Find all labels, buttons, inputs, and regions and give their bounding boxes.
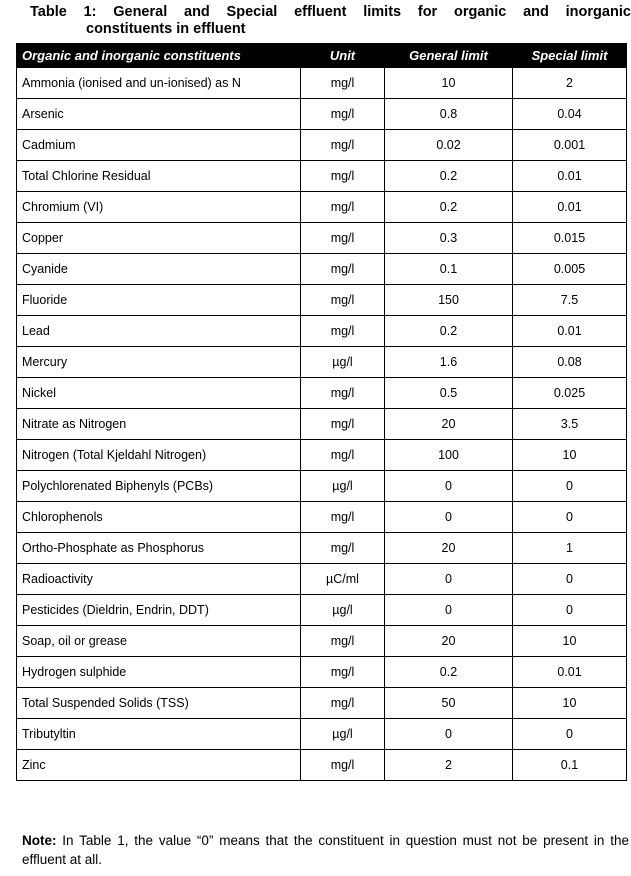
cell-general-limit: 1.6 xyxy=(385,347,513,378)
cell-general-limit: 0 xyxy=(385,502,513,533)
table-row xyxy=(17,68,627,99)
cell-constituent: Copper xyxy=(17,223,301,254)
cell-general-limit: 0.02 xyxy=(385,130,513,161)
cell-unit: mg/l xyxy=(301,68,385,99)
cell-special-limit: 2 xyxy=(513,68,627,99)
table-row xyxy=(17,192,627,223)
table-row xyxy=(17,130,627,161)
cell-general-limit: 0.2 xyxy=(385,316,513,347)
cell-constituent: Fluoride xyxy=(17,285,301,316)
caption-word: and xyxy=(184,4,210,20)
cell-general-limit: 20 xyxy=(385,533,513,564)
caption-word: Special xyxy=(226,4,278,20)
caption-word: 1: xyxy=(83,4,97,20)
cell-unit: mg/l xyxy=(301,223,385,254)
note-label: Note: xyxy=(22,833,57,848)
cell-special-limit: 0.001 xyxy=(513,130,627,161)
table-header-row xyxy=(17,44,627,68)
cell-special-limit: 10 xyxy=(513,688,627,719)
cell-unit: µC/ml xyxy=(301,564,385,595)
table-row xyxy=(17,595,627,626)
cell-special-limit: 10 xyxy=(513,626,627,657)
cell-unit: mg/l xyxy=(301,316,385,347)
cell-general-limit: 0.2 xyxy=(385,161,513,192)
cell-special-limit: 0.1 xyxy=(513,750,627,781)
cell-general-limit: 10 xyxy=(385,68,513,99)
table-caption xyxy=(30,4,631,38)
caption-word: for xyxy=(417,4,438,20)
cell-special-limit: 0.01 xyxy=(513,192,627,223)
table-row xyxy=(17,316,627,347)
cell-constituent: Total Suspended Solids (TSS) xyxy=(17,688,301,719)
cell-general-limit: 2 xyxy=(385,750,513,781)
cell-special-limit: 0.005 xyxy=(513,254,627,285)
cell-special-limit: 0.04 xyxy=(513,99,627,130)
cell-unit: µg/l xyxy=(301,595,385,626)
note-text: In Table 1, the value “0” means that the constituent in question must not be present in the effluent at all. xyxy=(22,833,629,867)
cell-constituent: Radioactivity xyxy=(17,564,301,595)
cell-special-limit: 0.01 xyxy=(513,316,627,347)
table-row xyxy=(17,285,627,316)
table-row xyxy=(17,719,627,750)
caption-word: organic xyxy=(453,4,507,20)
cell-constituent: Polychlorenated Biphenyls (PCBs) xyxy=(17,471,301,502)
cell-unit: mg/l xyxy=(301,161,385,192)
cell-special-limit: 0 xyxy=(513,502,627,533)
cell-constituent: Pesticides (Dieldrin, Endrin, DDT) xyxy=(17,595,301,626)
cell-general-limit: 100 xyxy=(385,440,513,471)
header-special-limit: Special limit xyxy=(513,44,627,68)
cell-special-limit: 3.5 xyxy=(513,409,627,440)
caption-word: inorganic xyxy=(565,4,631,20)
cell-unit: mg/l xyxy=(301,533,385,564)
cell-constituent: Nitrate as Nitrogen xyxy=(17,409,301,440)
cell-unit: µg/l xyxy=(301,471,385,502)
cell-general-limit: 150 xyxy=(385,285,513,316)
cell-special-limit: 0 xyxy=(513,719,627,750)
cell-unit: mg/l xyxy=(301,626,385,657)
table-row xyxy=(17,657,627,688)
table-row xyxy=(17,161,627,192)
cell-general-limit: 0 xyxy=(385,564,513,595)
caption-word: and xyxy=(523,4,549,20)
table-row xyxy=(17,688,627,719)
cell-constituent: Soap, oil or grease xyxy=(17,626,301,657)
cell-unit: mg/l xyxy=(301,254,385,285)
cell-constituent: Tributyltin xyxy=(17,719,301,750)
cell-unit: mg/l xyxy=(301,502,385,533)
cell-special-limit: 10 xyxy=(513,440,627,471)
cell-special-limit: 0 xyxy=(513,564,627,595)
cell-constituent: Ortho-Phosphate as Phosphorus xyxy=(17,533,301,564)
table-row xyxy=(17,471,627,502)
table-row xyxy=(17,347,627,378)
caption-word: effluent xyxy=(294,4,347,20)
table-body xyxy=(17,68,627,781)
cell-special-limit: 0 xyxy=(513,471,627,502)
cell-constituent: Total Chlorine Residual xyxy=(17,161,301,192)
cell-unit: mg/l xyxy=(301,688,385,719)
header-general-limit: General limit xyxy=(385,44,513,68)
cell-constituent: Cyanide xyxy=(17,254,301,285)
cell-constituent: Chromium (VI) xyxy=(17,192,301,223)
cell-constituent: Lead xyxy=(17,316,301,347)
cell-general-limit: 0 xyxy=(385,719,513,750)
caption-line-1 xyxy=(30,4,631,21)
cell-unit: mg/l xyxy=(301,750,385,781)
cell-general-limit: 0.5 xyxy=(385,378,513,409)
cell-special-limit: 1 xyxy=(513,533,627,564)
header-unit: Unit xyxy=(301,44,385,68)
cell-special-limit: 0.01 xyxy=(513,657,627,688)
caption-line-2: constituents in effluent xyxy=(86,21,246,37)
table-row xyxy=(17,440,627,471)
cell-special-limit: 0.015 xyxy=(513,223,627,254)
cell-constituent: Chlorophenols xyxy=(17,502,301,533)
cell-unit: mg/l xyxy=(301,192,385,223)
cell-general-limit: 20 xyxy=(385,626,513,657)
table-row xyxy=(17,564,627,595)
table-row xyxy=(17,750,627,781)
cell-unit: mg/l xyxy=(301,440,385,471)
cell-general-limit: 0 xyxy=(385,595,513,626)
cell-general-limit: 20 xyxy=(385,409,513,440)
cell-constituent: Mercury xyxy=(17,347,301,378)
cell-unit: µg/l xyxy=(301,347,385,378)
cell-unit: mg/l xyxy=(301,99,385,130)
cell-general-limit: 0.8 xyxy=(385,99,513,130)
table-row xyxy=(17,626,627,657)
table-row xyxy=(17,223,627,254)
caption-word: Table xyxy=(30,4,67,20)
cell-constituent: Ammonia (ionised and un-ionised) as N xyxy=(17,68,301,99)
cell-constituent: Cadmium xyxy=(17,130,301,161)
cell-unit: mg/l xyxy=(301,657,385,688)
cell-general-limit: 0 xyxy=(385,471,513,502)
cell-general-limit: 0.1 xyxy=(385,254,513,285)
table-row xyxy=(17,502,627,533)
table-row xyxy=(17,533,627,564)
cell-general-limit: 0.2 xyxy=(385,192,513,223)
cell-general-limit: 50 xyxy=(385,688,513,719)
cell-constituent: Nickel xyxy=(17,378,301,409)
table-row xyxy=(17,99,627,130)
cell-special-limit: 0 xyxy=(513,595,627,626)
cell-unit: mg/l xyxy=(301,409,385,440)
cell-general-limit: 0.2 xyxy=(385,657,513,688)
cell-constituent: Zinc xyxy=(17,750,301,781)
effluent-limits-table xyxy=(16,43,627,781)
table-note xyxy=(22,831,629,869)
cell-unit: µg/l xyxy=(301,719,385,750)
cell-general-limit: 0.3 xyxy=(385,223,513,254)
cell-unit: mg/l xyxy=(301,285,385,316)
cell-unit: mg/l xyxy=(301,130,385,161)
cell-special-limit: 7.5 xyxy=(513,285,627,316)
cell-constituent: Arsenic xyxy=(17,99,301,130)
caption-word: General xyxy=(113,4,168,20)
table-row xyxy=(17,409,627,440)
cell-unit: mg/l xyxy=(301,378,385,409)
header-constituent: Organic and inorganic constituents xyxy=(17,44,301,68)
cell-special-limit: 0.08 xyxy=(513,347,627,378)
cell-constituent: Hydrogen sulphide xyxy=(17,657,301,688)
cell-constituent: Nitrogen (Total Kjeldahl Nitrogen) xyxy=(17,440,301,471)
table-row xyxy=(17,254,627,285)
cell-special-limit: 0.01 xyxy=(513,161,627,192)
table-row xyxy=(17,378,627,409)
caption-word: limits xyxy=(363,4,402,20)
cell-special-limit: 0.025 xyxy=(513,378,627,409)
